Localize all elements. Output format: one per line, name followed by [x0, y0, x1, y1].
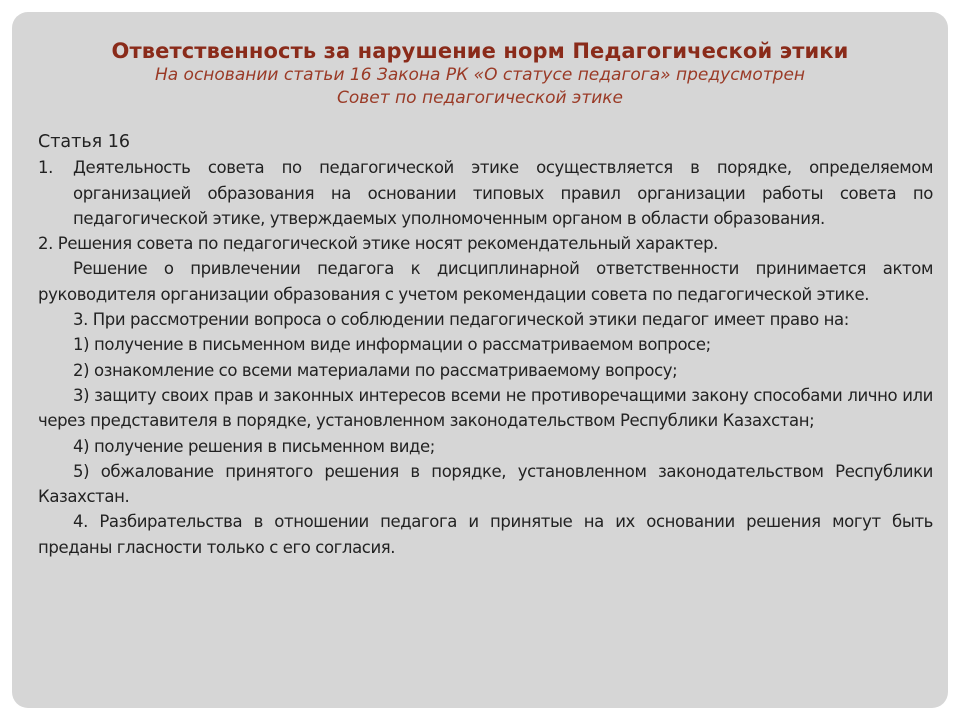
title-block: [52, 38, 908, 110]
slide-subtitle-line-2: Совет по педагогической этике: [336, 88, 623, 108]
article-item-2-decision: Решение о привлечении педагога к дисциплинарной ответственности принимается актом руководителя организации образования с учетом рекомендации совета по педагогической этике.: [38, 259, 933, 304]
article-item-1-number: 1.: [38, 158, 53, 178]
article-body: [38, 130, 933, 560]
article-item-3-sub-1: 1) получение в письменном виде информации о рассматриваемом вопросе;: [73, 335, 711, 355]
article-item-3-sub-5: 5) обжалование принятого решения в порядке, установленном законодательством Республики Казахстан.: [38, 461, 933, 507]
article-item-3-sub-3: 3) защиту своих прав и законных интересов всеми не противоречащими закону способами лично или через представителя в порядке, установленном законодательством Республики Казахстан;: [38, 385, 933, 431]
article-heading: Статья 16: [38, 132, 131, 152]
article-item-4: 4. Разбирательства в отношении педагога и принятые на их основании решения могут быть преданы гласности только с его согласия.: [38, 512, 933, 557]
article-item-1: [38, 155, 933, 231]
article-item-3: 3. При рассмотрении вопроса о соблюдении педагогической этики педагог имеет право на:: [73, 310, 849, 330]
article-item-3-sub-4: 4) получение решения в письменном виде;: [73, 436, 435, 456]
article-item-3-sub-2: 2) ознакомление со всеми материалами по рассматриваемому вопросу;: [73, 360, 678, 380]
slide-subtitle-line-1: На основании статьи 16 Закона РК «О статусе педагога» предусмотрен: [154, 65, 806, 85]
slide-title: Ответственность за нарушение норм Педагогической этики: [111, 39, 849, 63]
article-item-1-text: Деятельность совета по педагогической этике осуществляется в порядке, определяемом организацией образования на основании типовых правил организации работы совета по педагогической этике, утверждаемых уполномоченным органом в области образования.: [73, 158, 933, 228]
article-item-2: 2. Решения совета по педагогической этике носят рекомендательный характер.: [38, 234, 718, 254]
slide-panel: [12, 12, 948, 708]
